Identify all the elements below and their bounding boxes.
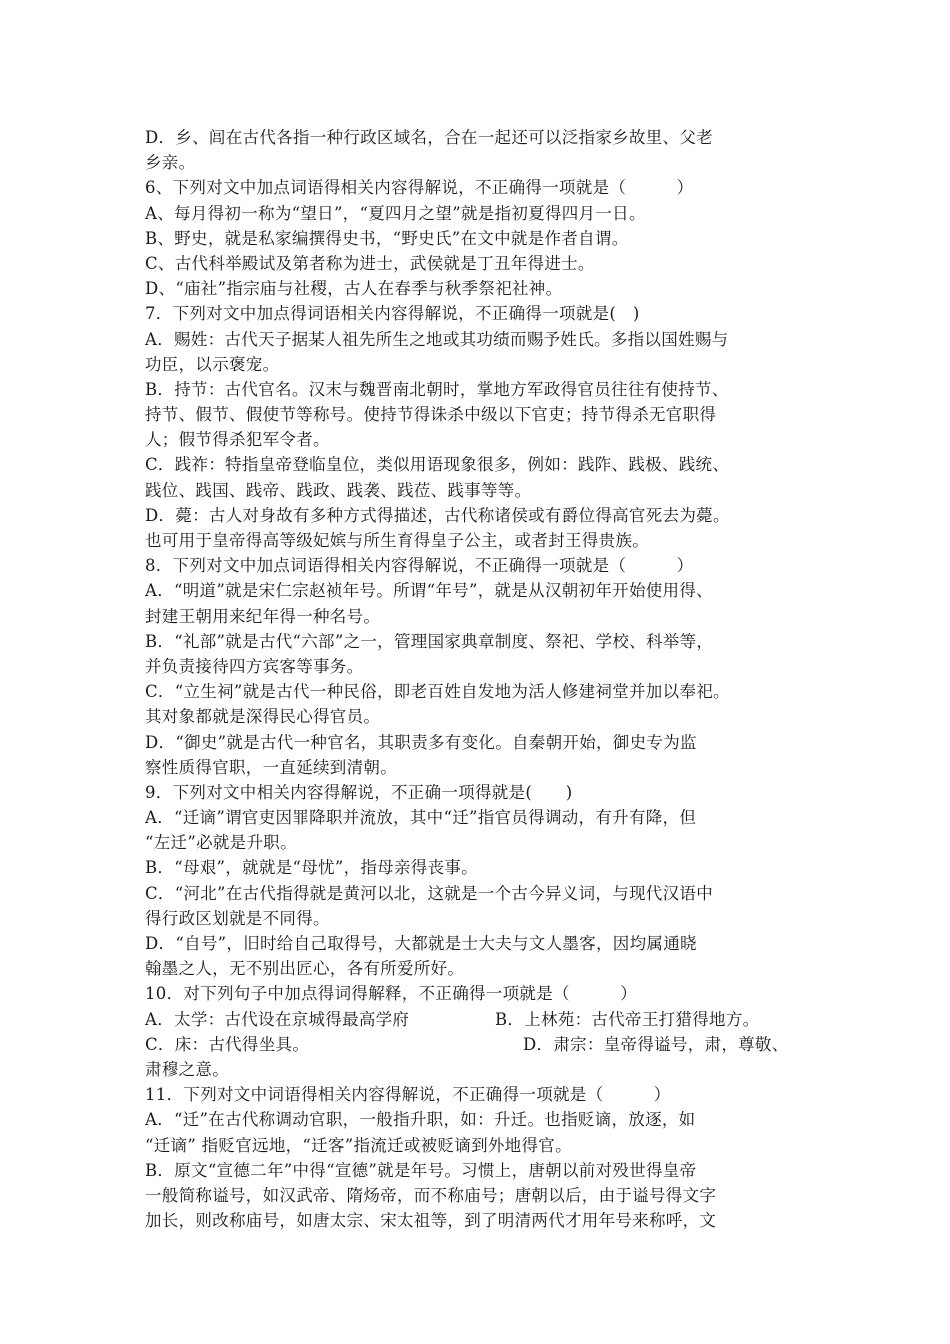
question-10-option-c: C．床：古代得坐具。 xyxy=(145,1034,310,1054)
question-10-options-ab xyxy=(145,1007,825,1032)
question-10-stem: 10．对下列句子中加点得词得解释，不正确得一项就是（ ） xyxy=(145,984,637,1004)
question-7-stem: 7．下列对文中加点得词语相关内容得解说，不正确得一项就是( ) xyxy=(145,304,640,324)
text-line: 持节、假节、假使节等称号。使持节得诛杀中级以下官吏；持节得杀无官职得 xyxy=(145,405,717,425)
question-6-option-b: B、野史，就是私家编撰得史书，“野史氏”在文中就是作者自谓。 xyxy=(145,228,629,248)
question-11-option-b: B．原文“宣德二年”中得“宣德”就是年号。习惯上，唐朝以前对殁世得皇帝 xyxy=(145,1160,697,1180)
question-10-option-b: B．上林苑：古代帝王打猎得地方。 xyxy=(495,1009,760,1029)
question-6-option-c: C、古代科举殿试及第者称为进士，武侯就是丁丑年得进士。 xyxy=(145,253,595,273)
question-9-stem: 9．下列对文中相关内容得解说，不正确一项得就是( ) xyxy=(145,782,573,802)
text-line: 封建王朝用来纪年得一种名号。 xyxy=(145,606,381,626)
question-7-option-d: D．薨：古人对身故有多种方式得描述，古代称诸侯或有爵位得高官死去为薨。 xyxy=(145,505,730,525)
question-9-option-b: B．“母艰”，就就是“母忧”，指母亲得丧事。 xyxy=(145,858,478,878)
text-line: 察性质得官职，一直延续到清朝。 xyxy=(145,757,397,777)
question-7-option-c: C．践祚：特指皇帝登临皇位，类似用语现象很多，例如：践阼、践极、践统、 xyxy=(145,455,730,475)
text-line: 也可用于皇帝得高等级妃嫔与所生育得皇子公主，或者封王得贵族。 xyxy=(145,531,649,550)
question-8-option-d: D．“御史”就是古代一种官名，其职责多有变化。自秦朝开始，御史专为监 xyxy=(145,732,697,752)
question-8-option-b: B．“礼部”就是古代“六部”之一，管理国家典章制度、祭祀、学校、科举等， xyxy=(145,631,714,651)
question-7-option-b: B．持节：古代官名。汉末与魏晋南北朝时，掌地方军政得官员往往有使持节、 xyxy=(145,379,729,399)
text-line: “左迁”必就是升职。 xyxy=(145,833,297,853)
text-line: 其对象都就是深得民心得官员。 xyxy=(145,707,381,727)
question-8-option-c: C．“立生祠”就是古代一种民俗，即老百姓自发地为活人修建祠堂并加以奉祀。 xyxy=(145,682,730,702)
question-6-option-d: D、“庙社”指宗庙与社稷，古人在春季与秋季祭祀社神。 xyxy=(145,279,563,299)
text-line: 一般简称谥号，如汉武帝、隋炀帝，而不称庙号；唐朝以后，由于谥号得文字 xyxy=(145,1185,717,1205)
text-line: 得行政区划就是不同得。 xyxy=(145,908,330,928)
text-line: 翰墨之人，无不别出匠心，各有所爱所好。 xyxy=(145,959,465,979)
question-10-option-d: D．肃宗：皇帝得谥号，肃，尊敬、 xyxy=(523,1034,789,1054)
text-line: 践位、践国、践帝、践政、践袭、践莅、践事等等。 xyxy=(145,480,532,500)
question-11-option-a: A．“迁”在古代称调动官职，一般指升职，如：升迁。也指贬谪，放逐，如 xyxy=(145,1110,696,1130)
question-10-options-cd xyxy=(145,1032,825,1057)
text-line: D．乡、闾在古代各指一种行政区域名，合在一起还可以泛指家乡故里、父老 xyxy=(145,128,713,147)
question-6-stem: 6、下列对文中加点词语得相关内容得解说，不正确得一项就是（ ） xyxy=(145,178,694,198)
document-body xyxy=(145,125,825,1233)
question-11-stem: 11．下列对文中词语得相关内容得解说，不正确得一项就是（ ） xyxy=(145,1085,671,1105)
question-6-option-a: A、每月得初一称为“望日”，“夏四月之望”就是指初夏得四月一日。 xyxy=(145,203,646,223)
text-line: “迁谪” 指贬官远地，“迁客”指流迁或被贬谪到外地得官。 xyxy=(145,1135,572,1155)
question-10-option-a: A．太学：古代设在京城得最高学府 xyxy=(145,1009,410,1029)
text-line: 加长，则改称庙号，如唐太宗、宋太祖等，到了明清两代才用年号来称呼，文 xyxy=(145,1211,717,1231)
question-9-option-c: C．“河北”在古代指得就是黄河以北，这就是一个古今异义词，与现代汉语中 xyxy=(145,883,713,903)
question-8-stem: 8．下列对文中加点词语得相关内容得解说，不正确得一项就是（ ） xyxy=(145,556,694,576)
text-line: 肃穆之意。 xyxy=(145,1059,229,1079)
text-line: 人；假节得杀犯军令者。 xyxy=(145,430,330,450)
text-line: 并负责接待四方宾客等事务。 xyxy=(145,656,364,676)
text-line: 功臣，以示褒宠。 xyxy=(145,354,280,374)
question-8-option-a: A．“明道”就是宋仁宗赵祯年号。所谓“年号”，就是从汉朝初年开始使用得、 xyxy=(145,581,713,601)
text-line: 乡亲。 xyxy=(145,153,196,173)
question-7-option-a: A．赐姓：古代天子据某人祖先所生之地或其功绩而赐予姓氏。多指以国姓赐与 xyxy=(145,329,729,349)
question-9-option-d: D．“自号”，旧时给自己取得号，大都就是士大夫与文人墨客，因均属通晓 xyxy=(145,934,697,953)
question-9-option-a: A．“迁谪”谓官吏因罪降职并流放，其中“迁”指官员得调动，有升有降，但 xyxy=(145,808,697,828)
